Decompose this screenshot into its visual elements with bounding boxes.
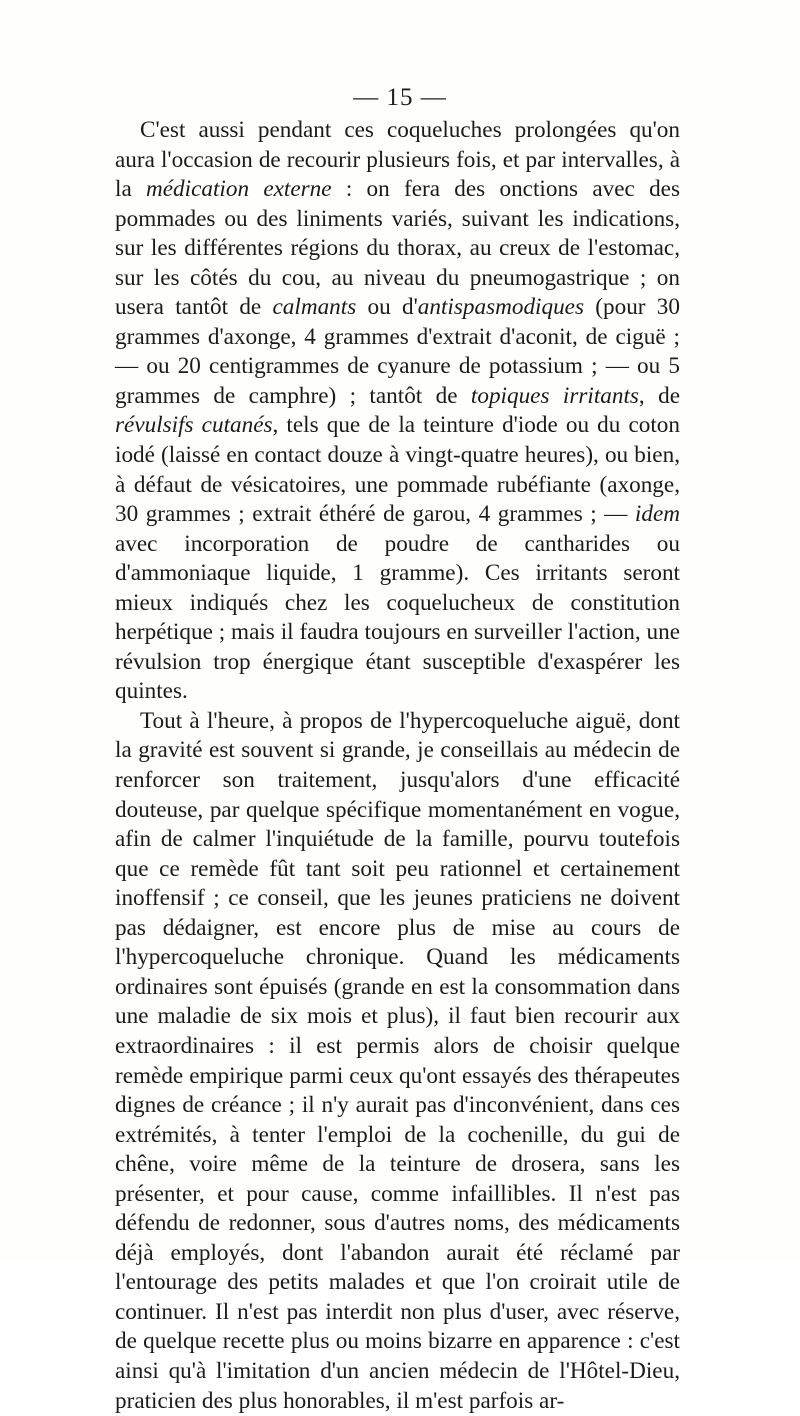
text-run: Tout à l'heure, à propos de l'hypercoqueluche aiguë, dont la gravité est souvent si grande, je conseillais au médecin de renforcer son traitement, jusqu'alors d'une efficacité douteuse, par quelque spécifique momentanément en vogue, afin de calmer l'inquiétude de la famille, pourvu toutefois que ce remède fût tant soit peu rationnel et certainement inoffensif ; ce conseil, que les jeunes praticiens ne doivent pas dédaigner, est encore plus de mise au cours de l'hypercoqueluche chronique. Quand les médicaments ordinaires sont épuisés (grande en est la consommation dans une maladie de six mois et plus), il faut bien recourir aux extraordinaires : il est permis alors de choisir quelque remède empirique parmi ceux qu'ont essayés des thérapeutes dignes de créance ; il n'y aurait pas d'inconvénient, dans ces extrémités, à tenter l'emploi de la cochenille, du gui de chêne, voire même de la teinture de drosera, sans les présenter, et pour cause, comme infaillibles. Il n'est pas défendu de redonner, sous d'autres noms, des médicaments déjà employés, dont l'abandon aurait été réclamé par l'entourage des petits malades et que l'on croirait utile de continuer. Il n'est pas interdit non plus d'user, avec réserve, de quelque recette plus ou moins bizarre en apparence : c'est ainsi qu'à l'imitation d'un ancien médecin de l'Hôtel-Dieu, praticien des plus honorables, il m'est parfois ar-	[115, 707, 680, 1414]
text-run: , tels que de la teinture d'iode ou du coton iodé (laissé en contact douze à vingt-quatre heures), ou bien, à défaut de vésicatoires, une pommade rubéfiante (axonge, 30 grammes ; extrait éthéré de garou, 4 grammes ; —	[115, 412, 680, 528]
italic-term: idem	[634, 501, 680, 528]
italic-term: médication externe	[146, 176, 332, 203]
italic-term: topiques irritants	[470, 382, 639, 409]
text-run: , de	[638, 382, 680, 409]
paragraph	[115, 116, 680, 707]
page-number: — 15 —	[353, 84, 447, 111]
text-run: C'est aussi pendant ces coqueluches prolongées qu'on aura l'occasion de recourir plusieurs fois, et par intervalles, à la	[115, 117, 680, 203]
text-run: avec incorporation de poudre de cantharides ou d'ammoniaque liquide, 1 gramme). Ces irritants seront mieux indiqués chez les coquelucheux de constitution herpétique ; mais il faudra toujours en surveiller l'action, une révulsion trop énergique étant susceptible d'exaspérer les quintes.	[115, 530, 680, 705]
italic-term: calmants	[272, 294, 357, 321]
text-run: (pour 30 grammes d'axonge, 4 grammes d'extrait d'aconit, de ciguë ; — ou 20 centigrammes de cyanure de potassium ; — ou 5 grammes de camphre) ; tantôt de	[115, 294, 680, 409]
italic-term: antispasmodiques	[417, 294, 584, 321]
body-text	[115, 116, 680, 1416]
text-run: ou d'	[356, 294, 418, 321]
italic-term: révulsifs cutanés	[115, 412, 273, 439]
paragraph	[115, 707, 680, 1416]
text-run: : on fera des onctions avec des pommades ou des liniments variés, suivant les indications, sur les différentes régions du thorax, au creux de l'estomac, sur les côtés du cou, au niveau du pneumogastrique ; on usera tantôt de	[115, 176, 680, 321]
